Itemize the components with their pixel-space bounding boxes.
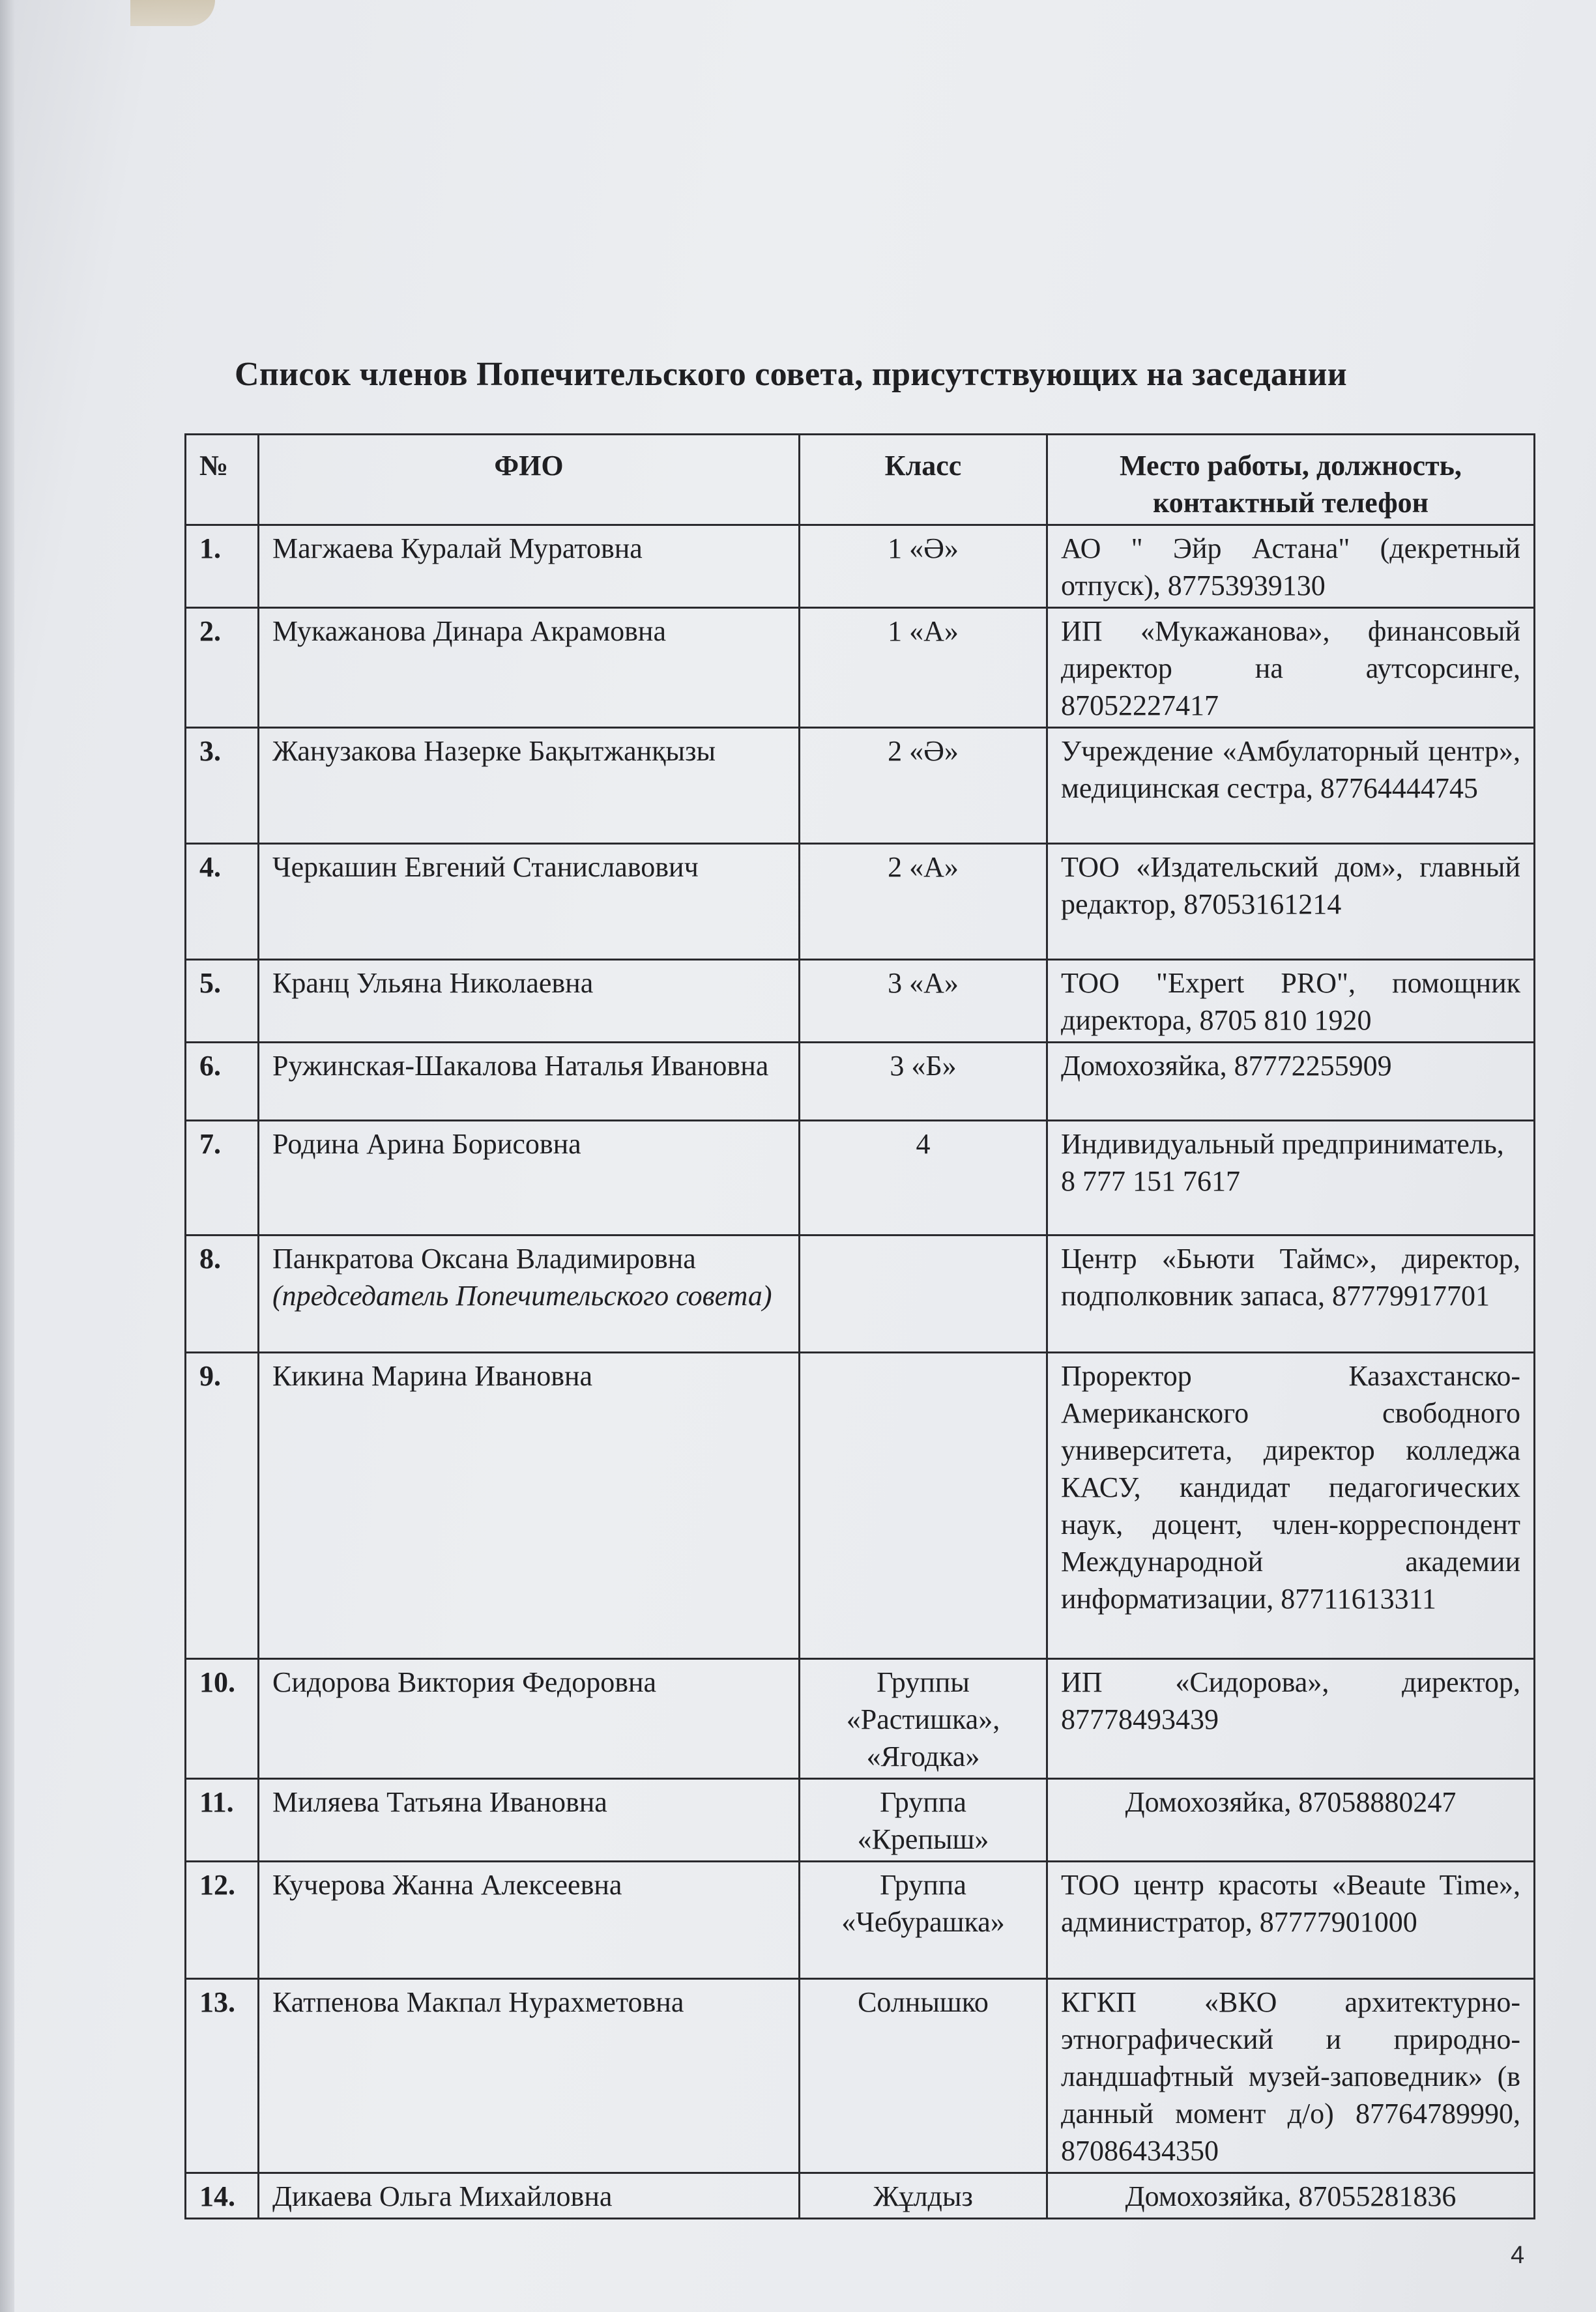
member-work: ТОО "Expert PRO", помощник директора, 8705 810 1920 [1047,960,1535,1043]
member-name: Жанузакова Назерке Бақытжанқызы [259,728,800,844]
member-name: Черкашин Евгений Станиславович [259,844,800,960]
table-row [186,608,1535,728]
member-class: 2 «А» [800,844,1047,960]
member-name: Дикаева Ольга Михайловна [259,2173,800,2219]
member-name: Ружинская-Шакалова Наталья Ивановна [259,1043,800,1121]
member-class: 1 «Ә» [800,525,1047,608]
row-number: 6. [186,1043,259,1121]
table-row [186,1659,1535,1779]
table-row [186,1353,1535,1659]
member-name: Катпенова Макпал Нурахметовна [259,1979,800,2173]
member-work: КГКП «ВКО архитектурно-этнографический и природно-ландшафтный музей-заповедник» (в данный момент д/о) 87764789990, 87086434350 [1047,1979,1535,2173]
row-number: 13. [186,1979,259,2173]
member-work: Учреждение «Амбулаторный центр», медицинская сестра, 87764444745 [1047,728,1535,844]
member-class: 3 «А» [800,960,1047,1043]
member-work: АО " Эйр Астана" (декретный отпуск), 87753939130 [1047,525,1535,608]
table-row [186,1862,1535,1979]
member-name: Кучерова Жанна Алексеевна [259,1862,800,1979]
row-number: 12. [186,1862,259,1979]
table-row [186,844,1535,960]
member-name: Кикина Марина Ивановна [259,1353,800,1659]
row-number: 7. [186,1121,259,1235]
member-work: ИП «Сидорова», директор, 87778493439 [1047,1659,1535,1779]
row-number: 5. [186,960,259,1043]
table-row [186,1235,1535,1353]
member-class: 4 [800,1121,1047,1235]
row-number: 2. [186,608,259,728]
row-number: 4. [186,844,259,960]
member-work: Индивидуальный предприниматель, 8 777 151 7617 [1047,1121,1535,1235]
table-row [186,960,1535,1043]
table-row [186,1043,1535,1121]
member-class [800,1353,1047,1659]
row-number: 1. [186,525,259,608]
table-row [186,525,1535,608]
member-class: 1 «А» [800,608,1047,728]
member-work: ТОО «Издательский дом», главный редактор, 87053161214 [1047,844,1535,960]
member-work: Центр «Бьюти Таймс», директор, подполковник запаса, 87779917701 [1047,1235,1535,1353]
table-row [186,1979,1535,2173]
document-title: Список членов Попечительского совета, присутствующих на заседании [235,356,1348,393]
page-edge-shadow [0,0,14,2312]
member-name: Кранц Ульяна Николаевна [259,960,800,1043]
member-name: Мукажанова Динара Акрамовна [259,608,800,728]
table-header-row [186,435,1535,525]
header-class: Класс [800,435,1047,525]
member-name-cell [259,1235,800,1353]
member-class: Группы «Растишка», «Ягодка» [800,1659,1047,1779]
header-work: Место работы, должность, контактный телефон [1047,435,1535,525]
member-name: Родина Арина Борисовна [259,1121,800,1235]
member-class: 3 «Б» [800,1043,1047,1121]
member-class: Группа «Чебурашка» [800,1862,1047,1979]
header-name: ФИО [259,435,800,525]
member-class [800,1235,1047,1353]
table-row [186,2173,1535,2219]
member-work: Домохозяйка, 87055281836 [1047,2173,1535,2219]
member-class: Группа «Крепыш» [800,1779,1047,1862]
member-work: Домохозяйка, 87058880247 [1047,1779,1535,1862]
header-num: № [186,435,259,525]
row-number: 3. [186,728,259,844]
member-work: ТОО центр красоты «Beaute Time», администратор, 87777901000 [1047,1862,1535,1979]
member-name: Магжаева Куралай Муратовна [259,525,800,608]
row-number: 9. [186,1353,259,1659]
member-work: Домохозяйка, 87772255909 [1047,1043,1535,1121]
row-number: 14. [186,2173,259,2219]
row-number: 10. [186,1659,259,1779]
members-table [184,433,1535,2219]
member-class: 2 «Ә» [800,728,1047,844]
row-number: 11. [186,1779,259,1862]
member-name: Миляева Татьяна Ивановна [259,1779,800,1862]
member-role: (председатель Попечительского совета) [272,1280,772,1312]
table-row [186,1121,1535,1235]
member-name: Сидорова Виктория Федоровна [259,1659,800,1779]
row-number: 8. [186,1235,259,1353]
member-work: Проректор Казахстанско-Американского свободного университета, директор колледжа КАСУ, кандидат педагогических наук, доцент, член-корреспондент Международной академии информатизации, 87711613311 [1047,1353,1535,1659]
table-row [186,728,1535,844]
member-class: Солнышко [800,1979,1047,2173]
page-number: 4 [1511,2242,1525,2269]
member-name: Панкратова Оксана Владимировна [272,1243,696,1275]
background-corner [130,0,215,26]
member-work: ИП «Мукажанова», финансовый директор на аутсорсинге, 87052227417 [1047,608,1535,728]
table-row [186,1779,1535,1862]
member-class: Жұлдыз [800,2173,1047,2219]
